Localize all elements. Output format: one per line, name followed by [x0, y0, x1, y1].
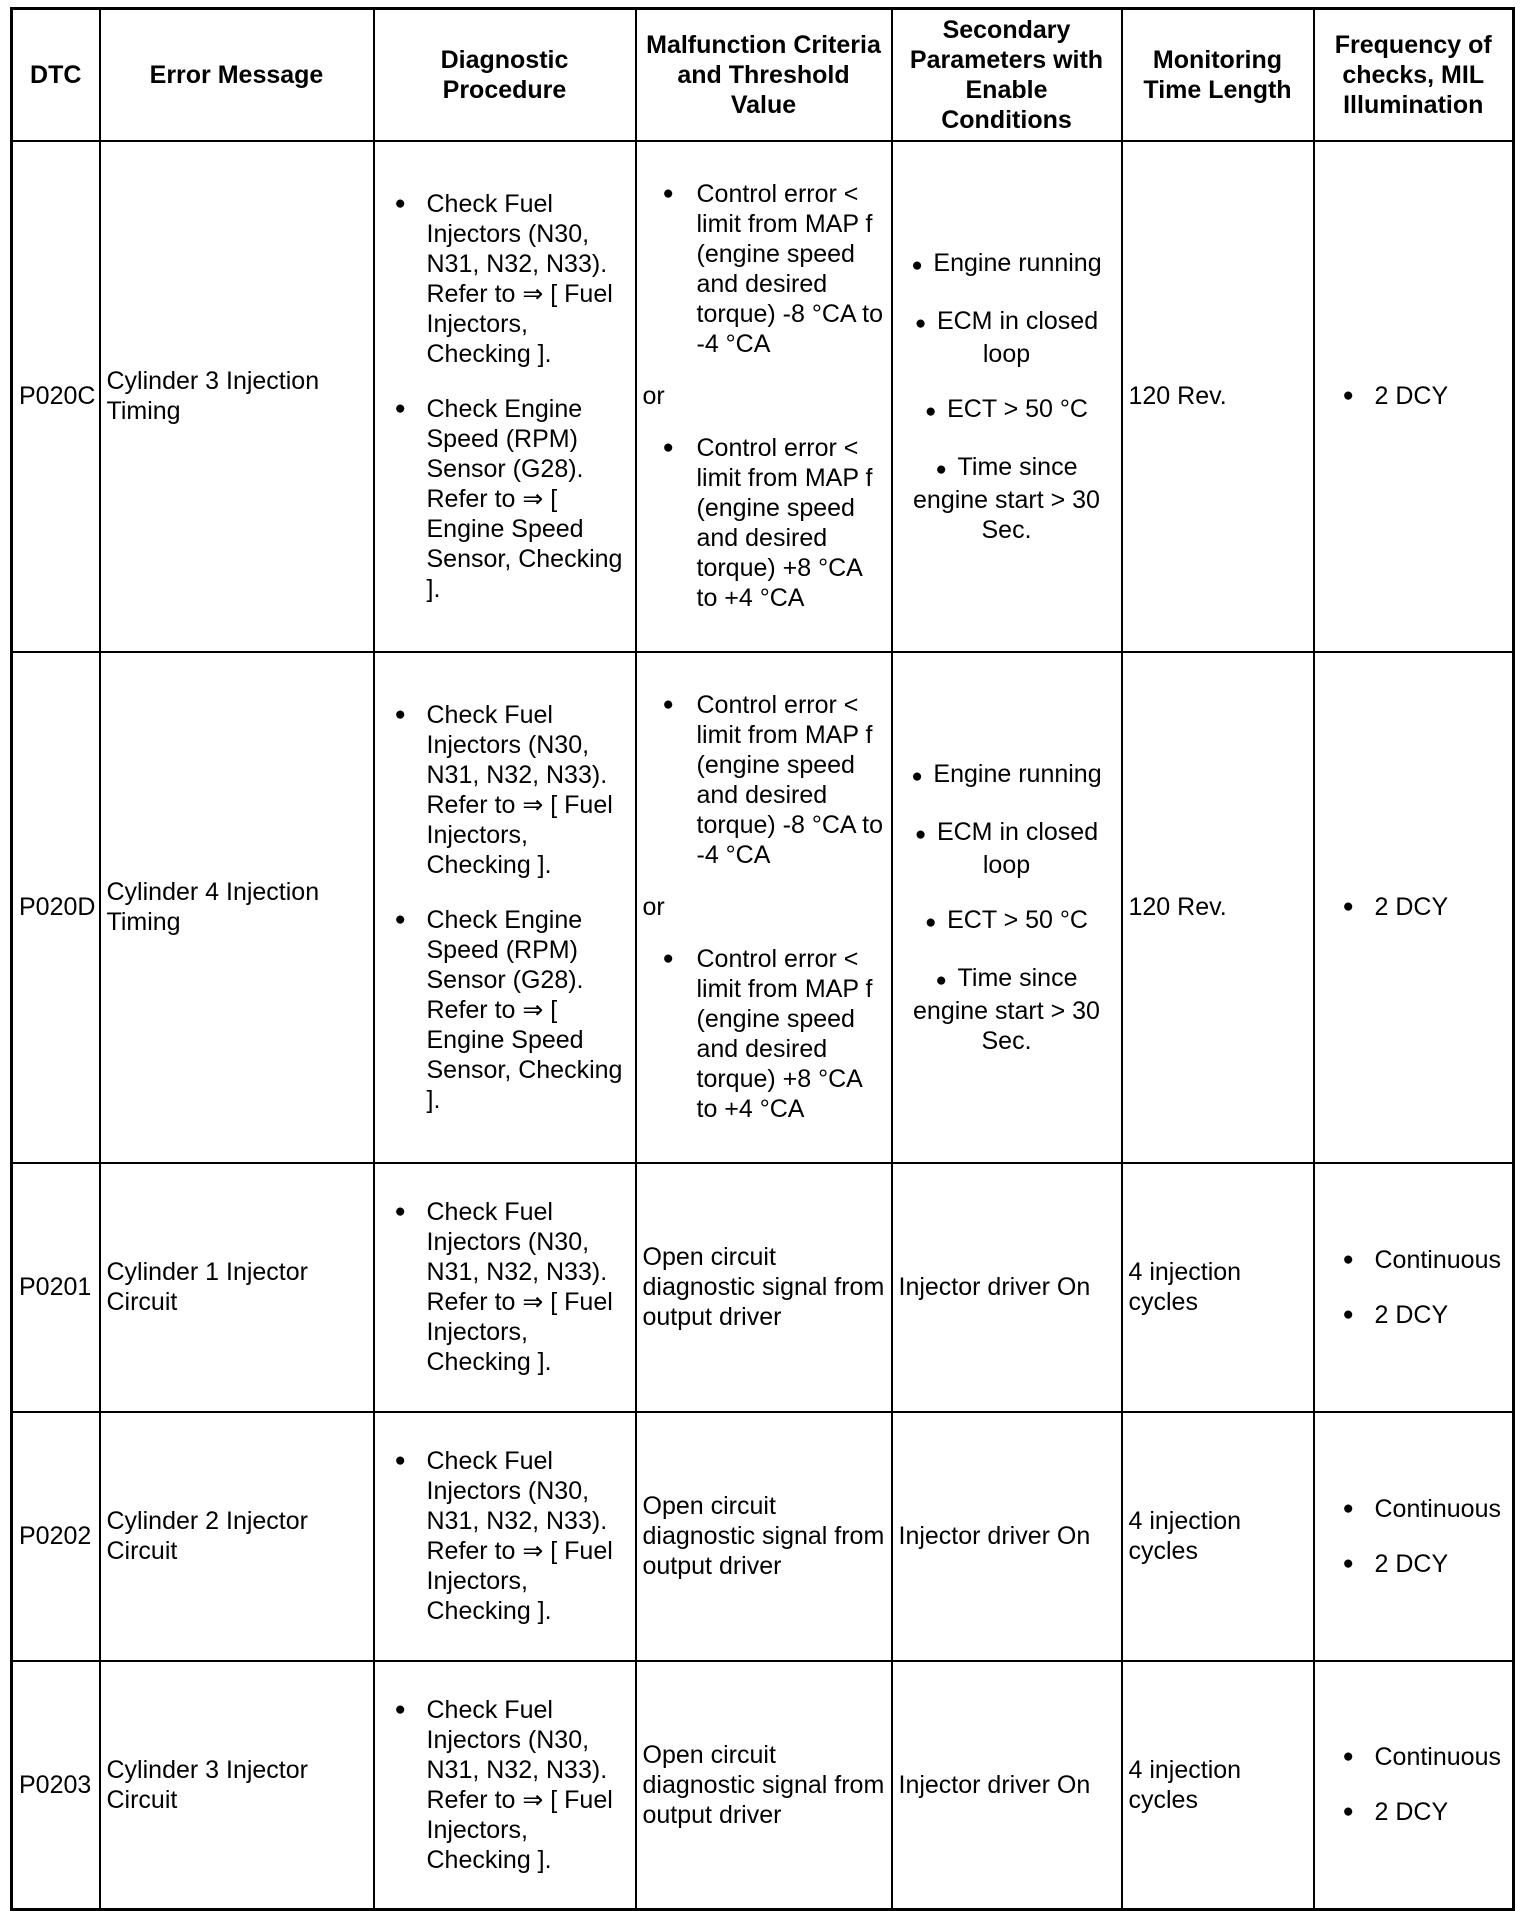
dtc-table — [10, 7, 1515, 1911]
criteria-or-text: or — [642, 382, 665, 410]
secondary-item: ● ECM in closed loop — [899, 306, 1115, 369]
procedure-item: ● Check Fuel Injectors (N30, N31, N32, N33). Refer to ⇒ [ Fuel Injectors, Checking ]. — [381, 1695, 629, 1875]
error-message-cell: Cylinder 1 Injector Circuit — [100, 1163, 374, 1412]
malfunction-criteria-cell: Open circuit diagnostic signal from output driver — [636, 1661, 892, 1910]
secondary-item: ● Engine running — [899, 248, 1115, 281]
diagnostic-procedure-cell — [374, 652, 636, 1163]
frequency-cell — [1314, 141, 1514, 652]
table-row — [12, 652, 1514, 1163]
secondary-parameters-cell: Injector driver On — [892, 1163, 1122, 1412]
frequency-item: ● Continuous — [1321, 1245, 1507, 1275]
procedure-item: ● Check Fuel Injectors (N30, N31, N32, N33). Refer to ⇒ [ Fuel Injectors, Checking ]. — [381, 189, 629, 369]
header-error-message: Error Message — [100, 9, 374, 141]
dtc-code-cell: P020D — [12, 652, 100, 1163]
criteria-item: ● Control error < limit from MAP f (engine speed and desired torque) +8 °CA to +4 °CA — [643, 944, 885, 1124]
table-row — [12, 141, 1514, 652]
dtc-code-cell: P0202 — [12, 1412, 100, 1661]
frequency-item: ● Continuous — [1321, 1742, 1507, 1772]
frequency-item: ● Continuous — [1321, 1494, 1507, 1524]
error-message-cell: Cylinder 3 Injection Timing — [100, 141, 374, 652]
monitoring-time-cell: 4 injection cycles — [1122, 1661, 1314, 1910]
malfunction-criteria-cell: Open circuit diagnostic signal from output driver — [636, 1412, 892, 1661]
secondary-parameters-cell — [892, 652, 1122, 1163]
procedure-item: ● Check Engine Speed (RPM) Sensor (G28). Refer to ⇒ [ Engine Speed Sensor, Checking ]. — [381, 394, 629, 604]
monitoring-time-cell: 4 injection cycles — [1122, 1412, 1314, 1661]
monitoring-time-cell: 4 injection cycles — [1122, 1163, 1314, 1412]
malfunction-criteria-cell: Open circuit diagnostic signal from output driver — [636, 1163, 892, 1412]
secondary-parameters-cell — [892, 141, 1122, 652]
frequency-item: ● 2 DCY — [1321, 1797, 1507, 1827]
header-monitoring-time: Monitoring Time Length — [1122, 9, 1314, 141]
diagnostic-procedure-cell — [374, 1412, 636, 1661]
diagnostic-procedure-cell — [374, 141, 636, 652]
table-row — [12, 1661, 1514, 1910]
frequency-cell — [1314, 1661, 1514, 1910]
error-message-cell: Cylinder 3 Injector Circuit — [100, 1661, 374, 1910]
dtc-code-cell: P0203 — [12, 1661, 100, 1910]
malfunction-criteria-cell — [636, 652, 892, 1163]
procedure-item: ● Check Fuel Injectors (N30, N31, N32, N33). Refer to ⇒ [ Fuel Injectors, Checking ]. — [381, 1197, 629, 1377]
monitoring-time-cell: 120 Rev. — [1122, 141, 1314, 652]
header-secondary-parameters: Secondary Parameters with Enable Conditions — [892, 9, 1122, 141]
header-frequency: Frequency of checks, MIL Illumination — [1314, 9, 1514, 141]
criteria-or-text: or — [642, 893, 665, 921]
table-row — [12, 1412, 1514, 1661]
procedure-item: ● Check Fuel Injectors (N30, N31, N32, N33). Refer to ⇒ [ Fuel Injectors, Checking ]. — [381, 700, 629, 880]
frequency-item: ● 2 DCY — [1321, 892, 1507, 922]
malfunction-criteria-cell — [636, 141, 892, 652]
procedure-item: ● Check Engine Speed (RPM) Sensor (G28). Refer to ⇒ [ Engine Speed Sensor, Checking ]. — [381, 905, 629, 1115]
criteria-item: ● Control error < limit from MAP f (engine speed and desired torque) +8 °CA to +4 °CA — [643, 433, 885, 613]
header-malfunction-criteria: Malfunction Criteria and Threshold Value — [636, 9, 892, 141]
frequency-item: ● 2 DCY — [1321, 1549, 1507, 1579]
frequency-cell — [1314, 652, 1514, 1163]
secondary-parameters-cell: Injector driver On — [892, 1412, 1122, 1661]
diagnostic-procedure-cell — [374, 1661, 636, 1910]
frequency-cell — [1314, 1163, 1514, 1412]
secondary-item: ● Time since engine start > 30 Sec. — [899, 963, 1115, 1056]
header-row — [12, 9, 1514, 141]
secondary-item: ● Engine running — [899, 759, 1115, 792]
dtc-code-cell: P0201 — [12, 1163, 100, 1412]
diagnostic-procedure-cell — [374, 1163, 636, 1412]
secondary-parameters-cell: Injector driver On — [892, 1661, 1122, 1910]
secondary-item: ● ECT > 50 °C — [899, 394, 1115, 427]
frequency-item: ● 2 DCY — [1321, 381, 1507, 411]
monitoring-time-cell: 120 Rev. — [1122, 652, 1314, 1163]
error-message-cell: Cylinder 2 Injector Circuit — [100, 1412, 374, 1661]
criteria-item: ● Control error < limit from MAP f (engine speed and desired torque) -8 °CA to -4 °CA — [643, 690, 885, 870]
secondary-item: ● ECT > 50 °C — [899, 905, 1115, 938]
dtc-code-cell: P020C — [12, 141, 100, 652]
table-row — [12, 1163, 1514, 1412]
error-message-cell: Cylinder 4 Injection Timing — [100, 652, 374, 1163]
secondary-item: ● ECM in closed loop — [899, 817, 1115, 880]
frequency-item: ● 2 DCY — [1321, 1300, 1507, 1330]
header-dtc: DTC — [12, 9, 100, 141]
secondary-item: ● Time since engine start > 30 Sec. — [899, 452, 1115, 545]
header-diagnostic-procedure: Diagnostic Procedure — [374, 9, 636, 141]
procedure-item: ● Check Fuel Injectors (N30, N31, N32, N33). Refer to ⇒ [ Fuel Injectors, Checking ]. — [381, 1446, 629, 1626]
frequency-cell — [1314, 1412, 1514, 1661]
criteria-item: ● Control error < limit from MAP f (engine speed and desired torque) -8 °CA to -4 °CA — [643, 179, 885, 359]
